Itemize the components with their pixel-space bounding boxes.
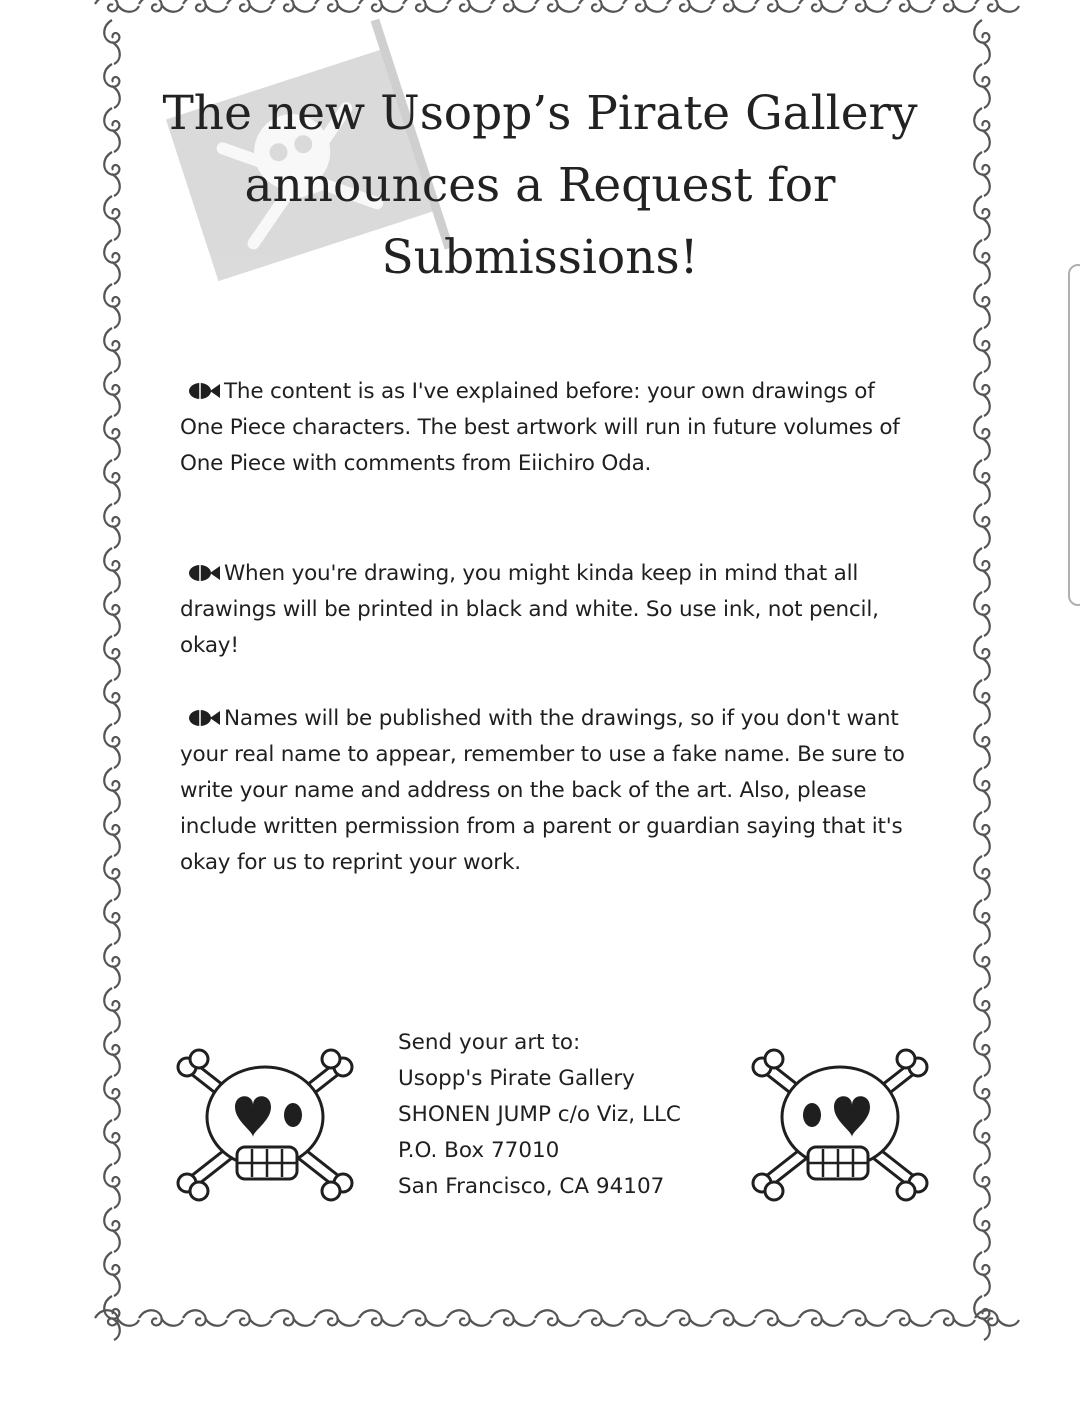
border-swirl [975,0,1019,12]
border-swirl [974,460,990,504]
border-swirl [974,900,990,944]
border-swirl [104,328,120,372]
address-line: SHONEN JUMP c/o Viz, LLC [398,1102,681,1127]
border-swirl [974,1120,990,1164]
border-swirl [104,724,120,768]
border-swirl [974,504,990,548]
border-swirl [104,416,120,460]
border-swirl [974,416,990,460]
title-line-3: Submissions! [381,230,699,285]
border-swirl [667,0,711,12]
fish-bullet-icon [180,708,224,728]
fish-bullet-icon [180,563,224,583]
border-swirl [974,636,990,680]
border-swirl [755,0,799,12]
paragraph-text: When you're drawing, you might kinda keep in mind that all drawings will be printed in black and white. So use ink, not pencil, okay! [180,561,879,658]
border-swirl [887,1310,931,1326]
border-swirl [447,1310,491,1326]
border-swirl [974,724,990,768]
border-swirl [974,680,990,724]
border-swirl [974,548,990,592]
border-swirl [974,20,990,64]
border-swirl [931,1310,975,1326]
border-swirl [711,0,755,12]
border-swirl [887,0,931,12]
border-swirl [974,1164,990,1208]
border-swirl [974,1032,990,1076]
border-swirl [974,592,990,636]
address-line: Send your art to: [398,1030,581,1055]
border-swirl [104,20,120,64]
border-swirl [974,152,990,196]
address-line: P.O. Box 77010 [398,1138,560,1163]
border-swirl [104,1164,120,1208]
border-swirl [974,108,990,152]
border-swirl [104,1208,120,1252]
border-swirl [104,680,120,724]
border-swirl [104,812,120,856]
border-swirl [491,0,535,12]
border-swirl [974,1076,990,1120]
border-swirl [711,1310,755,1326]
border-swirl [104,372,120,416]
border-swirl [104,504,120,548]
border-swirl [183,1310,227,1326]
border-swirl [579,1310,623,1326]
border-swirl [104,1032,120,1076]
border-swirl [843,1310,887,1326]
border-swirl [623,1310,667,1326]
border-swirl [104,1120,120,1164]
title-line-1: The new Usopp’s Pirate Gallery [162,86,918,141]
border-swirl [104,1296,120,1340]
border-swirl [974,284,990,328]
border-swirl [974,944,990,988]
border-swirl [104,1076,120,1120]
border-swirl [974,1208,990,1252]
border-swirl [104,196,120,240]
border-swirl [579,0,623,12]
paragraph-text: The content is as I've explained before: your own drawings of One Piece characters. The best artwork will run in future volumes of One Piece with comments from Eiichiro Oda. [180,379,900,476]
border-swirl [104,152,120,196]
border-swirl [104,108,120,152]
border-swirl [104,768,120,812]
border-swirl [104,284,120,328]
border-swirl [974,768,990,812]
heart-eye-skull-crossbones-icon [740,1045,940,1205]
fish-bullet-icon [180,381,224,401]
border-swirl [104,988,120,1032]
border-swirl [974,988,990,1032]
paragraph-text: Names will be published with the drawings, so if you don't want your real name to appear, remember to use a fake name. Be sure to write your name and address on the back of the art. Also, please include written permission from a parent or guardian saying that it's okay for us to reprint your work. [180,706,905,875]
border-swirl [974,64,990,108]
border-swirl [359,1310,403,1326]
paragraph-drawing-tips [180,556,910,664]
border-swirl [104,240,120,284]
border-swirl [227,1310,271,1326]
border-swirl [974,328,990,372]
border-swirl [974,372,990,416]
page-title [150,78,930,294]
border-swirl [271,1310,315,1326]
border-swirl [974,1296,990,1340]
border-swirl [104,944,120,988]
paragraph-names [180,701,910,881]
border-swirl [535,1310,579,1326]
border-swirl [104,592,120,636]
paragraph-content [180,374,910,482]
border-swirl [843,0,887,12]
border-swirl [931,0,975,12]
border-swirl [799,1310,843,1326]
border-swirl [104,460,120,504]
border-swirl [623,0,667,12]
border-swirl [667,1310,711,1326]
border-swirl [974,240,990,284]
border-swirl [104,64,120,108]
border-swirl [139,1310,183,1326]
border-swirl [104,548,120,592]
border-swirl [104,636,120,680]
border-swirl [755,1310,799,1326]
border-swirl [104,856,120,900]
border-swirl [974,196,990,240]
border-swirl [535,0,579,12]
heart-eye-skull-crossbones-icon [165,1045,365,1205]
border-swirl [104,900,120,944]
border-swirl [974,812,990,856]
address-line: San Francisco, CA 94107 [398,1174,665,1199]
border-swirl [799,0,843,12]
title-line-2: announces a Request for [244,158,836,213]
border-swirl [491,1310,535,1326]
mailing-address [398,1025,768,1205]
scroll-indicator[interactable] [1068,264,1080,606]
border-swirl [403,1310,447,1326]
border-swirl [974,1252,990,1296]
border-swirl [95,0,139,12]
address-line: Usopp's Pirate Gallery [398,1066,635,1091]
border-swirl [315,1310,359,1326]
border-swirl [974,856,990,900]
border-swirl [104,1252,120,1296]
